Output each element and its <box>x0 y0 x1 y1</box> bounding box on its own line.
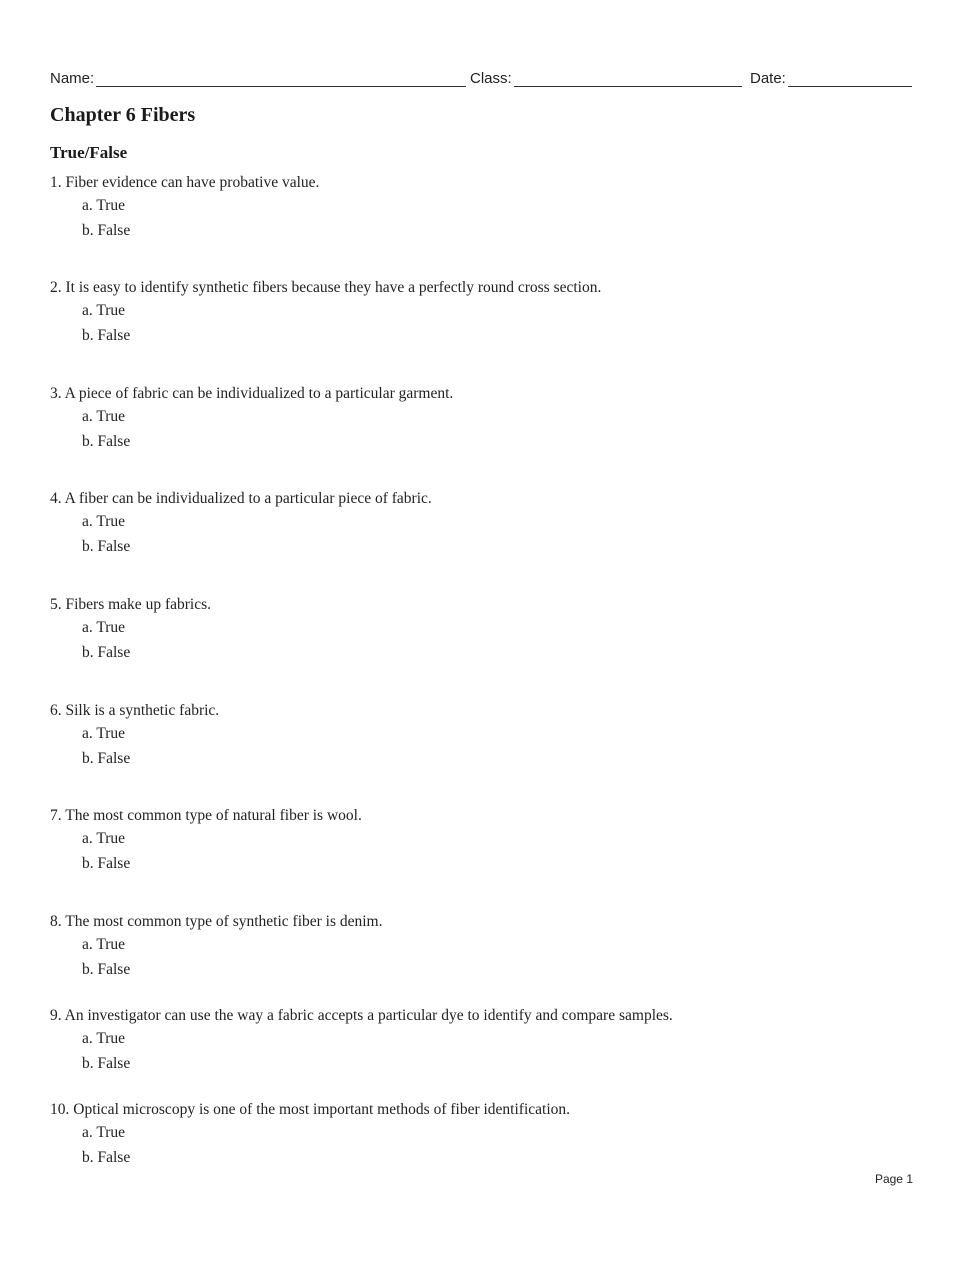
choice-true: a. True <box>82 725 126 742</box>
question-number: 3. <box>50 385 62 402</box>
choice-false: b. False <box>82 749 131 767</box>
question-item <box>50 1004 920 1076</box>
choice-false: b. False <box>82 1054 131 1072</box>
section-heading: True/False <box>50 143 128 162</box>
question-item <box>50 276 920 348</box>
question-item <box>50 804 920 876</box>
question-number: 8. <box>50 913 62 930</box>
student-info-header <box>50 68 915 90</box>
question-number: 5. <box>50 596 62 613</box>
choice-true: a. True <box>82 302 126 319</box>
choice-false: b. False <box>82 1148 131 1166</box>
choice-true: a. True <box>82 830 126 847</box>
name-blank-line <box>96 68 466 87</box>
question-stem: Fibers make up fabrics. <box>65 596 211 613</box>
question-number: 9. <box>50 1007 62 1024</box>
choice-true: a. True <box>82 197 126 214</box>
question-text <box>50 171 920 194</box>
choice-true: a. True <box>82 513 126 530</box>
question-item <box>50 1098 920 1170</box>
choice-false: b. False <box>82 221 131 239</box>
question-item <box>50 382 920 454</box>
date-blank-line <box>788 68 912 87</box>
question-item <box>50 487 920 559</box>
class-blank-line <box>514 68 742 87</box>
question-text <box>50 276 920 299</box>
choice-false: b. False <box>82 643 131 661</box>
question-item <box>50 699 920 771</box>
question-number: 1. <box>50 174 62 191</box>
class-field <box>470 68 742 87</box>
question-stem: The most common type of synthetic fiber is denim. <box>65 913 383 930</box>
question-stem: It is easy to identify synthetic fibers because they have a perfectly round cross section. <box>65 279 602 296</box>
question-text <box>50 1004 920 1027</box>
question-stem: An investigator can use the way a fabric accepts a particular dye to identify and compare samples. <box>64 1007 673 1024</box>
question-stem: Optical microscopy is one of the most important methods of fiber identification. <box>73 1101 570 1118</box>
question-number: 2. <box>50 279 62 296</box>
question-number: 7. <box>50 807 62 824</box>
choice-true: a. True <box>82 1124 126 1141</box>
choice-false: b. False <box>82 326 131 344</box>
question-text <box>50 487 920 510</box>
choice-true: a. True <box>82 1030 126 1047</box>
question-stem: A fiber can be individualized to a particular piece of fabric. <box>64 490 432 507</box>
choice-false: b. False <box>82 854 131 872</box>
question-number: 6. <box>50 702 62 719</box>
question-text <box>50 382 920 405</box>
question-stem: A piece of fabric can be individualized to a particular garment. <box>64 385 454 402</box>
question-text <box>50 593 920 616</box>
choice-true: a. True <box>82 408 126 425</box>
question-text <box>50 699 920 722</box>
question-item <box>50 171 920 243</box>
choice-true: a. True <box>82 619 126 636</box>
date-field <box>750 68 912 87</box>
question-text <box>50 804 920 827</box>
date-label: Date: <box>750 70 786 87</box>
question-item <box>50 910 920 982</box>
question-text <box>50 910 920 933</box>
question-stem: Fiber evidence can have probative value. <box>65 174 320 191</box>
choice-false: b. False <box>82 960 131 978</box>
question-stem: Silk is a synthetic fabric. <box>65 702 220 719</box>
choice-true: a. True <box>82 936 126 953</box>
question-number: 10. <box>50 1101 70 1118</box>
name-label: Name: <box>50 70 95 87</box>
chapter-title: Chapter 6 Fibers <box>50 104 196 126</box>
question-number: 4. <box>50 490 62 507</box>
question-stem: The most common type of natural fiber is wool. <box>65 807 362 824</box>
choice-false: b. False <box>82 432 131 450</box>
name-field <box>50 68 466 87</box>
question-text <box>50 1098 920 1121</box>
class-label: Class: <box>470 70 512 87</box>
question-item <box>50 593 920 665</box>
choice-false: b. False <box>82 537 131 555</box>
page-number: Page 1 <box>874 1172 913 1186</box>
